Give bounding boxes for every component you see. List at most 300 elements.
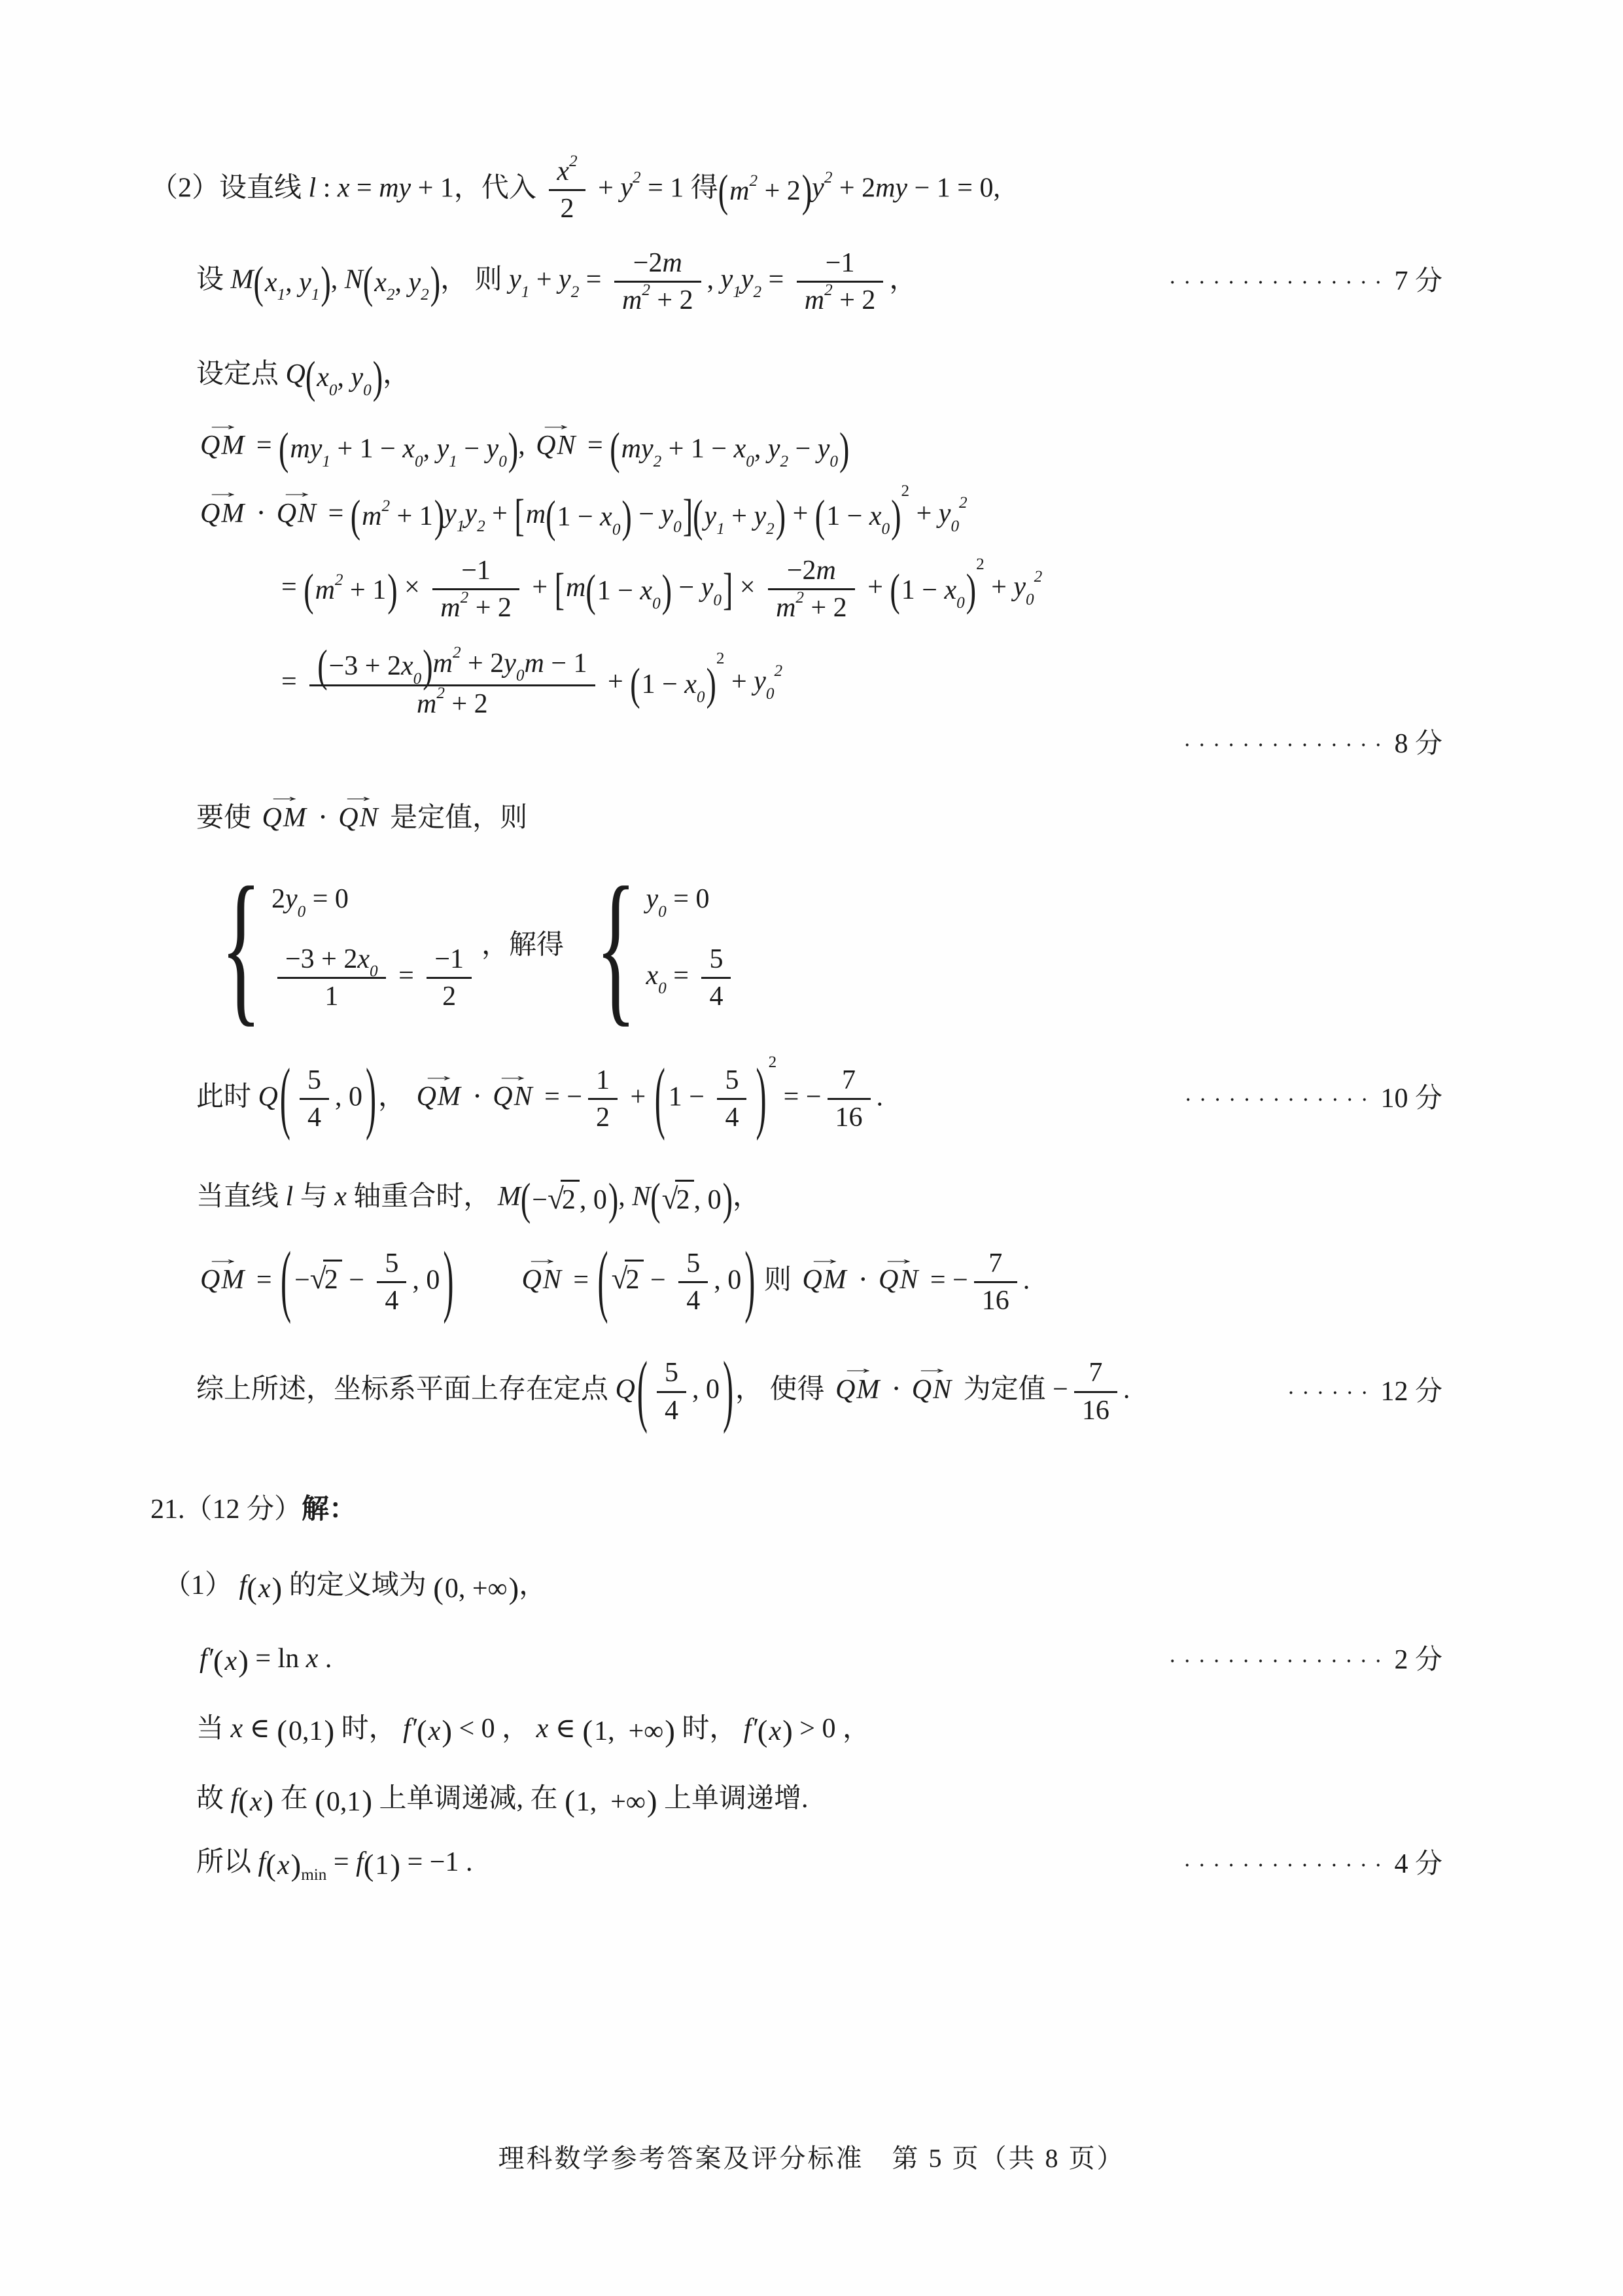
text: . bbox=[1123, 1374, 1130, 1405]
open-fence: ( bbox=[546, 491, 556, 542]
score-dots: ·············· bbox=[1183, 1852, 1389, 1878]
vector-arrow-icon: → bbox=[266, 788, 304, 806]
fraction bbox=[1074, 1355, 1117, 1428]
close-fence: ) bbox=[443, 1237, 454, 1326]
page-footer bbox=[0, 2141, 1623, 2176]
line-content bbox=[196, 1053, 884, 1142]
group-content bbox=[288, 431, 508, 468]
subscript: 0 bbox=[765, 685, 775, 703]
group-content bbox=[703, 498, 776, 539]
group-content bbox=[555, 499, 621, 539]
numerator bbox=[828, 1063, 871, 1098]
fraction bbox=[717, 1063, 746, 1136]
system-row bbox=[271, 881, 349, 921]
text: , bbox=[330, 264, 345, 295]
line-content bbox=[196, 1710, 870, 1750]
math-var: f bbox=[239, 1570, 247, 1601]
math-var: x bbox=[428, 1716, 441, 1747]
text: 当 bbox=[196, 1713, 231, 1744]
paren-group bbox=[277, 1711, 334, 1750]
close-fence: ) bbox=[324, 1714, 335, 1749]
numerator bbox=[678, 1246, 708, 1281]
math-var: $y_0$ bbox=[661, 499, 682, 536]
subscript: 2 bbox=[780, 452, 789, 470]
fraction bbox=[427, 942, 472, 1015]
line-content bbox=[281, 641, 783, 722]
math-var: $y_2$ bbox=[754, 501, 775, 539]
denominator bbox=[701, 977, 731, 1014]
text: = ln bbox=[248, 1643, 306, 1674]
text: 7 bbox=[842, 1065, 856, 1095]
close-fence: ) bbox=[722, 1173, 733, 1224]
group-content bbox=[276, 1847, 291, 1884]
denominator bbox=[828, 1098, 871, 1135]
denominator bbox=[657, 1391, 686, 1428]
text: ， bbox=[383, 359, 411, 390]
numerator bbox=[797, 245, 884, 281]
math-var: $x^2$ bbox=[557, 152, 578, 186]
line-content bbox=[196, 1780, 809, 1820]
math-var: $y_1$ bbox=[444, 498, 465, 535]
text: = bbox=[566, 1265, 596, 1296]
text: 与 bbox=[293, 1182, 335, 1212]
vector bbox=[276, 484, 318, 533]
math-var: $x_0$ bbox=[944, 574, 965, 612]
denominator bbox=[549, 189, 585, 226]
group-content bbox=[249, 1784, 264, 1821]
subscript: 0 bbox=[658, 979, 667, 997]
text: × bbox=[397, 572, 427, 603]
group-content bbox=[565, 565, 723, 616]
text: = bbox=[580, 431, 610, 461]
close-fence: ) bbox=[434, 491, 445, 541]
system-rows bbox=[265, 881, 478, 1014]
numerator bbox=[427, 942, 472, 977]
square-root bbox=[548, 1179, 580, 1219]
text: ⋅ bbox=[311, 802, 335, 833]
paren-group bbox=[279, 423, 519, 474]
vector-name: QN bbox=[493, 1082, 534, 1112]
subscript: 0 bbox=[881, 520, 890, 539]
paren-group bbox=[565, 1782, 657, 1821]
math-var: $m^2$ bbox=[315, 571, 343, 605]
text: 4 bbox=[664, 1395, 678, 1426]
denominator bbox=[768, 588, 855, 626]
open-fence: ( bbox=[350, 491, 361, 541]
line-21-domain bbox=[150, 1567, 1442, 1607]
math-var: Q bbox=[258, 1082, 278, 1112]
numerator bbox=[701, 942, 731, 977]
numerator bbox=[588, 1063, 618, 1098]
numerator bbox=[974, 1246, 1017, 1281]
math-var: $y_2$ bbox=[741, 264, 762, 301]
text: （1） bbox=[164, 1570, 239, 1601]
fraction bbox=[588, 1063, 618, 1136]
paren-group bbox=[247, 1568, 282, 1608]
math-var: $m^2$ bbox=[432, 644, 461, 679]
superscript: 2 bbox=[959, 494, 968, 512]
vector-arrow-icon: → bbox=[806, 1250, 844, 1268]
math-var: x bbox=[277, 1850, 290, 1881]
score-dots: ··············· bbox=[1168, 1648, 1389, 1674]
brace-icon: { bbox=[595, 853, 637, 1042]
paren-group bbox=[635, 1346, 735, 1435]
text: 所以 bbox=[196, 1847, 258, 1878]
paren-group bbox=[266, 1845, 301, 1884]
math-var: $y^2$ bbox=[620, 169, 641, 203]
close-fence: ) bbox=[238, 1644, 249, 1679]
group-content bbox=[650, 1355, 721, 1428]
math-var: $my_2$ bbox=[621, 433, 662, 470]
score-marker bbox=[1261, 1373, 1442, 1411]
open-fence: ( bbox=[654, 1053, 665, 1142]
superscript: 2 bbox=[901, 482, 910, 500]
text: 4 bbox=[385, 1285, 399, 1316]
open-fence: ( bbox=[565, 1784, 575, 1819]
superscript: 2 bbox=[569, 152, 578, 170]
open-fence: ( bbox=[693, 491, 703, 541]
math-var: $m^2$ bbox=[417, 684, 445, 719]
open-fence: ( bbox=[814, 491, 826, 541]
close-fence: ) bbox=[508, 1571, 519, 1606]
paren-group bbox=[582, 1711, 674, 1750]
vector-name: QN bbox=[276, 498, 318, 529]
vector-name: QM bbox=[200, 431, 246, 461]
math-var: $y_2$ bbox=[559, 264, 580, 301]
math-var: N bbox=[632, 1182, 651, 1212]
text: , bbox=[394, 267, 409, 298]
text: + bbox=[786, 498, 815, 529]
text: ， bbox=[889, 264, 917, 295]
math-var: $y_0$ bbox=[701, 573, 722, 610]
fraction bbox=[974, 1246, 1017, 1319]
text: + 1 − bbox=[330, 433, 403, 464]
text: , 0 bbox=[412, 1265, 440, 1296]
fraction bbox=[377, 1246, 406, 1319]
math-var: $y_0$ bbox=[486, 433, 507, 470]
math-var: $x_0$ bbox=[640, 576, 661, 612]
line-content bbox=[196, 1173, 760, 1224]
subscript: 2 bbox=[570, 283, 580, 301]
paren-group bbox=[693, 491, 786, 541]
open-fence: ( bbox=[718, 166, 729, 216]
fraction bbox=[768, 553, 855, 626]
group-content bbox=[314, 572, 388, 609]
math-var: $y_1$ bbox=[299, 267, 320, 304]
vector-name: QM bbox=[200, 1265, 246, 1296]
text: 是定值，则 bbox=[383, 802, 528, 833]
math-var: $m^2$ bbox=[621, 281, 650, 315]
open-fence: ( bbox=[213, 1644, 224, 1679]
math-var: $my_1$ bbox=[290, 433, 330, 470]
paren-group bbox=[305, 351, 383, 402]
text: −2 bbox=[786, 555, 816, 586]
math-var: m bbox=[662, 247, 682, 278]
line-content bbox=[196, 853, 741, 1042]
open-fence: ( bbox=[266, 1848, 276, 1882]
text: : bbox=[316, 173, 338, 203]
text: , 0 bbox=[579, 1185, 607, 1216]
close-fence: ) bbox=[621, 491, 632, 542]
math-var: f bbox=[356, 1847, 364, 1878]
math-var: x bbox=[230, 1713, 243, 1744]
open-fence: ( bbox=[281, 1237, 292, 1326]
superscript: 2 bbox=[716, 650, 725, 668]
subscript: 0 bbox=[515, 667, 525, 685]
paren-group bbox=[315, 1782, 372, 1821]
text: −1 bbox=[434, 944, 464, 974]
open-fence: ( bbox=[433, 1571, 444, 1606]
text: < 0 ， bbox=[451, 1713, 536, 1744]
text: , bbox=[754, 433, 768, 464]
text: , 0 bbox=[334, 1082, 362, 1112]
text: + bbox=[601, 666, 631, 697]
text: ， 使得 bbox=[735, 1374, 832, 1405]
text: 2 bbox=[324, 1265, 338, 1296]
text: = bbox=[321, 498, 351, 529]
group-content bbox=[900, 572, 966, 612]
text: − 1 bbox=[544, 648, 587, 679]
math-var: $x_1$ bbox=[264, 267, 286, 304]
text: 4 bbox=[709, 981, 724, 1012]
text: + 2 bbox=[832, 173, 876, 203]
text: ，解得 bbox=[481, 930, 571, 961]
subscript: 1 bbox=[449, 452, 457, 470]
solution-body bbox=[150, 154, 1442, 1884]
vector-arrow-icon: → bbox=[420, 1067, 459, 1085]
paren-group bbox=[610, 423, 850, 474]
vector-name: QN bbox=[521, 1265, 563, 1296]
paren-group bbox=[546, 491, 632, 542]
line-content bbox=[281, 553, 1042, 626]
text: − bbox=[457, 433, 487, 464]
radical-icon: √ bbox=[309, 1262, 326, 1296]
subscript: 2 bbox=[477, 517, 485, 535]
subscript: 1 bbox=[521, 283, 530, 301]
vector-name: QM bbox=[200, 498, 246, 529]
text: + bbox=[724, 666, 754, 697]
open-fence: ( bbox=[650, 1173, 661, 1224]
superscript: 2 bbox=[824, 281, 833, 299]
vector bbox=[262, 788, 307, 837]
close-fence: ) bbox=[365, 1053, 377, 1142]
subscript: 0 bbox=[829, 452, 839, 470]
text: 4 bbox=[307, 1102, 321, 1133]
text: , bbox=[285, 267, 300, 298]
text: = bbox=[349, 173, 379, 203]
fraction bbox=[432, 553, 519, 626]
line-content bbox=[196, 1237, 1030, 1326]
numerator bbox=[377, 1246, 406, 1281]
close-fence: ) bbox=[801, 166, 812, 216]
group-content bbox=[257, 1570, 272, 1608]
text: , 0 bbox=[693, 1185, 722, 1216]
score-marker bbox=[1143, 263, 1442, 300]
text: 0, +∞ bbox=[444, 1574, 508, 1604]
superscript: 2 bbox=[795, 588, 804, 607]
vector bbox=[802, 1250, 848, 1299]
denominator bbox=[309, 684, 595, 722]
fraction bbox=[309, 641, 595, 722]
radical-icon: √ bbox=[661, 1182, 678, 1216]
numerator bbox=[300, 1063, 329, 1098]
subscript: 1 bbox=[277, 286, 286, 304]
paren-group bbox=[364, 1845, 400, 1884]
text: + bbox=[529, 264, 559, 295]
fraction bbox=[828, 1063, 871, 1136]
denominator bbox=[797, 281, 884, 318]
subscript: 0 bbox=[951, 517, 960, 535]
math-var: $x_0$ bbox=[733, 433, 754, 470]
open-fence: ( bbox=[247, 1571, 257, 1606]
text: −3 + 2 bbox=[285, 944, 358, 974]
line-set-fixed-point bbox=[150, 351, 1442, 402]
radicand bbox=[561, 1180, 580, 1219]
subscript: 0 bbox=[498, 452, 507, 470]
subscript: 1 bbox=[322, 452, 330, 470]
open-fence: ( bbox=[520, 1173, 531, 1224]
paren-group bbox=[362, 256, 441, 308]
group-content bbox=[264, 264, 321, 302]
math-var: l bbox=[285, 1182, 294, 1212]
vector-name: QM bbox=[416, 1082, 462, 1112]
text: × bbox=[733, 572, 763, 603]
text: 2 bbox=[561, 1185, 576, 1216]
text: + 2 bbox=[758, 175, 801, 206]
text: 故 bbox=[196, 1784, 231, 1814]
subscript: 1 bbox=[716, 520, 725, 539]
group-content bbox=[292, 1063, 364, 1136]
text: + bbox=[485, 498, 515, 529]
close-fence: ) bbox=[362, 1784, 373, 1819]
numerator bbox=[717, 1063, 746, 1098]
fraction bbox=[797, 245, 884, 319]
vector bbox=[835, 1360, 881, 1409]
close-fence: ) bbox=[722, 1346, 734, 1435]
math-var: x bbox=[305, 1643, 319, 1674]
line-value-at-q bbox=[150, 1053, 1442, 1142]
subscript: 0 bbox=[415, 452, 423, 470]
close-fence: ) bbox=[891, 491, 901, 541]
vector-arrow-icon: → bbox=[203, 416, 242, 434]
math-var: m bbox=[565, 573, 586, 603]
close-fence: ) bbox=[321, 256, 331, 308]
denominator bbox=[717, 1098, 746, 1135]
text: , 0 bbox=[714, 1265, 742, 1296]
text: 5 bbox=[664, 1358, 678, 1388]
close-fence: ) bbox=[442, 1714, 452, 1749]
text: + 1 bbox=[390, 501, 433, 532]
math-var: x bbox=[769, 1716, 782, 1747]
text: 在 bbox=[273, 1784, 315, 1814]
text: + 1 − bbox=[661, 433, 734, 464]
close-fence: ) bbox=[271, 1571, 283, 1606]
text: 2 bbox=[676, 1185, 690, 1216]
math-var: Q bbox=[615, 1374, 635, 1405]
math-var: $y_2$ bbox=[464, 498, 485, 535]
open-fence: ( bbox=[416, 1714, 427, 1749]
text: 时， bbox=[674, 1713, 744, 1744]
line-content bbox=[196, 351, 411, 402]
text: . bbox=[876, 1082, 884, 1112]
math-var: $y_0$ bbox=[817, 433, 839, 470]
subscript: 2 bbox=[753, 283, 762, 301]
paren-group bbox=[433, 1568, 519, 1608]
text: ∈ bbox=[548, 1713, 583, 1744]
superscript: 2 bbox=[642, 281, 650, 299]
vector-name: QM bbox=[835, 1374, 881, 1405]
line-score-8 bbox=[150, 726, 1442, 763]
text: = 0 bbox=[666, 883, 710, 914]
bracket-group bbox=[554, 563, 733, 616]
math-var: $y_1$ bbox=[720, 264, 741, 301]
text: 5 bbox=[385, 1248, 399, 1279]
math-var: M bbox=[497, 1182, 521, 1212]
close-fence: ) bbox=[508, 423, 519, 474]
text: 1 bbox=[324, 981, 339, 1012]
superscript: 2 bbox=[774, 662, 783, 680]
text: 则 bbox=[757, 1265, 799, 1296]
text: − 1 = 0, bbox=[907, 173, 1000, 203]
denominator bbox=[300, 1098, 329, 1135]
text: − bbox=[341, 1265, 372, 1296]
paren-group bbox=[585, 565, 672, 616]
subscript: 0 bbox=[328, 381, 338, 399]
vector-name: QN bbox=[911, 1374, 953, 1405]
vector bbox=[536, 416, 577, 465]
text: + 2 bbox=[444, 688, 488, 719]
vector-name: QN bbox=[879, 1265, 920, 1296]
superscript: 2 bbox=[632, 169, 641, 187]
math-var: $x_0$ bbox=[402, 433, 423, 470]
subscript: 2 bbox=[653, 452, 662, 470]
math-var: $m^2$ bbox=[776, 588, 804, 624]
text: 5 bbox=[307, 1065, 321, 1095]
numerator bbox=[657, 1355, 686, 1390]
text: = bbox=[391, 960, 421, 991]
text: = bbox=[281, 572, 304, 603]
group-content bbox=[224, 1643, 239, 1680]
open-fence: ( bbox=[585, 565, 596, 616]
paren-group bbox=[520, 1173, 619, 1224]
numerator bbox=[309, 641, 595, 691]
vector bbox=[200, 1250, 246, 1299]
text: − bbox=[788, 433, 818, 464]
line-content bbox=[196, 482, 968, 542]
fraction bbox=[277, 942, 386, 1015]
math-var: $m^2$ bbox=[362, 497, 391, 532]
line-x-axis-case bbox=[150, 1173, 1442, 1224]
footer-text: 理科数学参考答案及评分标准 第 5 页（共 8 页） bbox=[498, 2144, 1125, 2173]
text: 1 − bbox=[901, 574, 945, 605]
text: 1 − bbox=[557, 502, 601, 533]
text: + 2 bbox=[650, 285, 693, 315]
text: = − bbox=[777, 1082, 822, 1112]
score-dots: ·············· bbox=[1183, 732, 1389, 758]
denominator bbox=[588, 1098, 618, 1135]
math-var: M bbox=[230, 264, 254, 295]
math-var: $y_0^2$ bbox=[938, 494, 968, 535]
subscript: 0 bbox=[696, 688, 705, 706]
radicand bbox=[323, 1260, 342, 1299]
math-var: $y_0^2$ bbox=[754, 662, 783, 703]
open-fence: ( bbox=[363, 1848, 374, 1882]
text: 综上所述，坐标系平面上存在定点 bbox=[196, 1374, 616, 1405]
paren-group bbox=[653, 1053, 777, 1142]
text: 要使 bbox=[196, 802, 258, 833]
text: 为定值 − bbox=[956, 1374, 1068, 1405]
line-content bbox=[164, 1567, 546, 1607]
